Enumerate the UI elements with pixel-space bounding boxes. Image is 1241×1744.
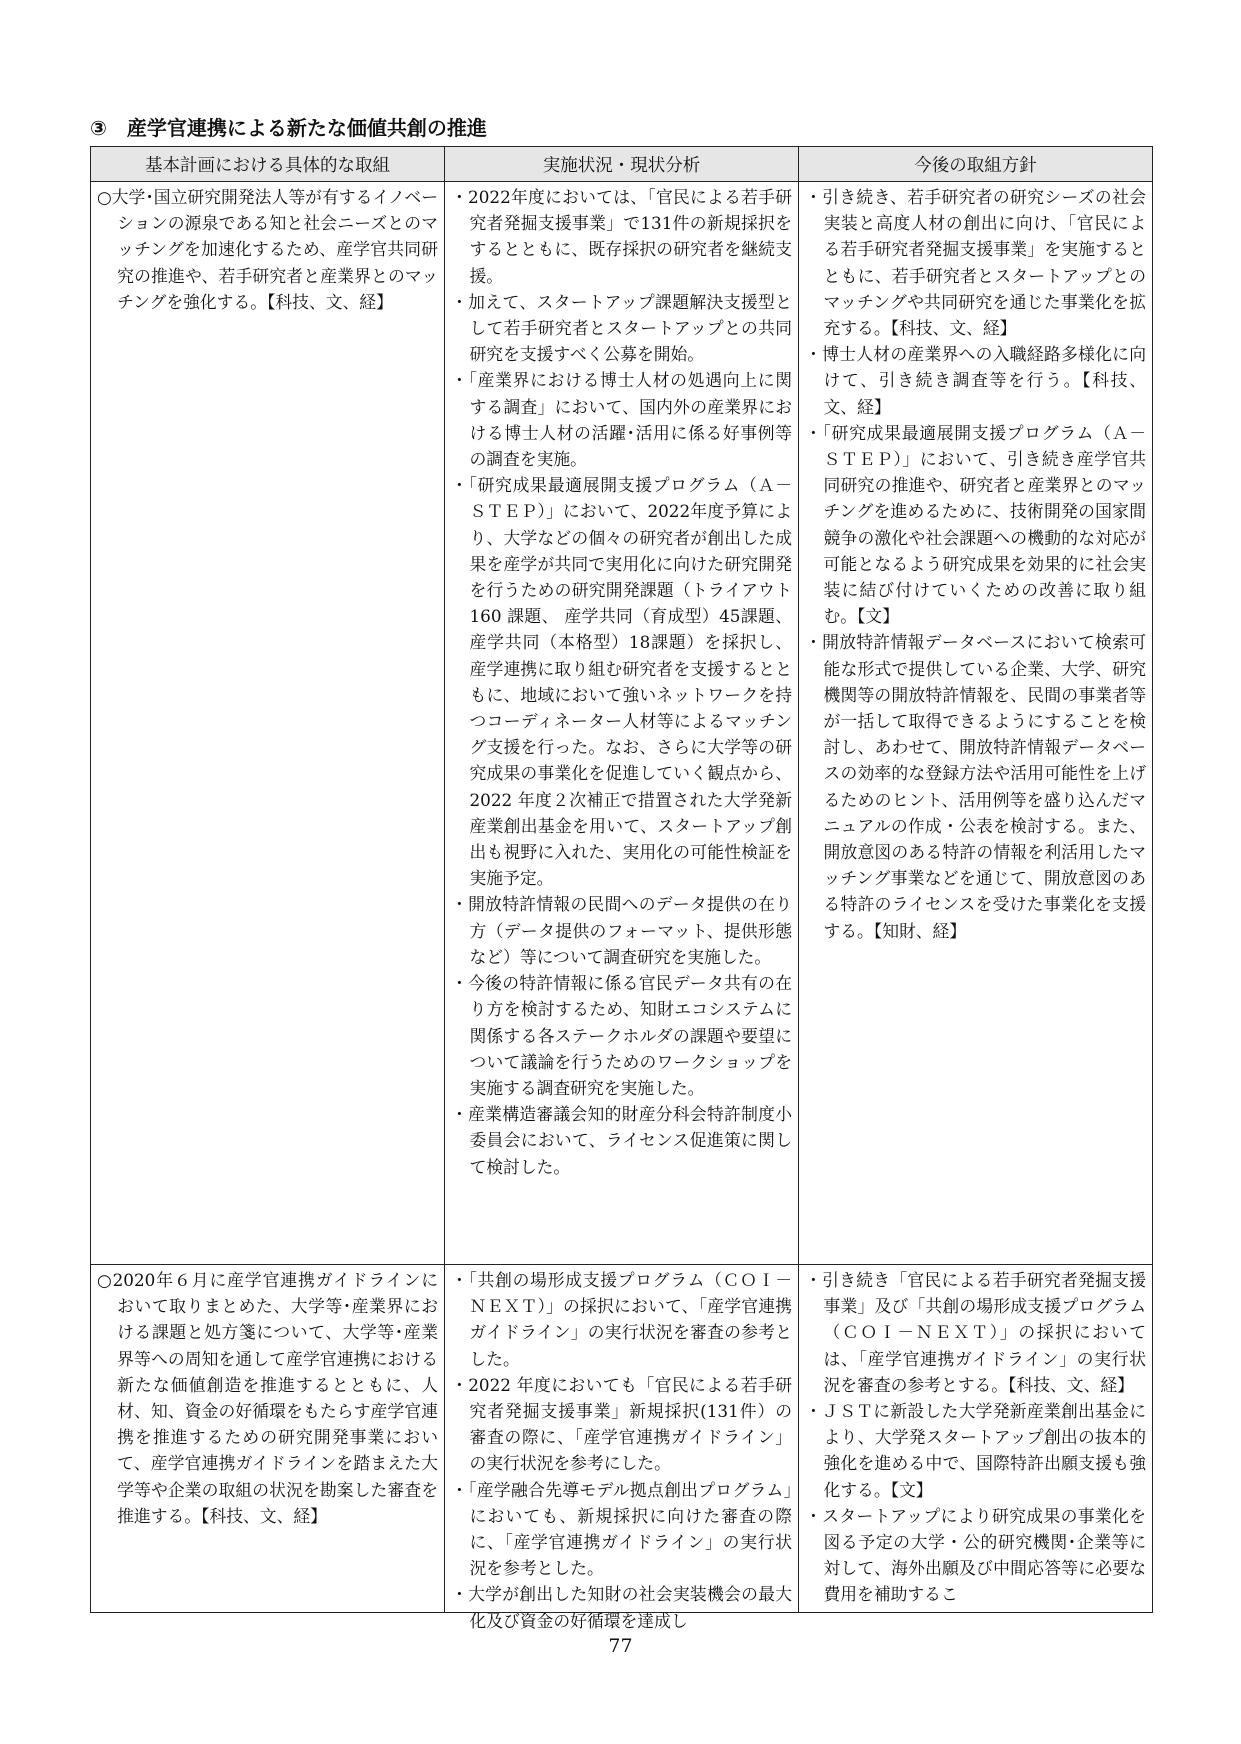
policy-item: ・博士人材の産業界への入職経路多様化に向けて、引き続き調査等を行う。【科技、文、経】 <box>805 344 1146 417</box>
section-heading: ③ 産学官連携による新たな価値共創の推進 <box>90 116 487 140</box>
status-item: ・2022 年度においても「官民による若手研究者発掘支援事業」新規採択(131件）の審査の際に、「産学官連携ガイドライン」の実行状況を参考にした。 <box>451 1374 792 1474</box>
column-header-status: 実施状況・現状分析 <box>445 147 799 182</box>
status-cell <box>445 182 799 1265</box>
status-item: ・大学が創出した知財の社会実装機会の最大化及び資金の好循環を達成し <box>451 1584 792 1631</box>
plan-text: ○2020年６月に産学官連携ガイドラインにおいて取りまとめた、大学等･産業界における課題と処方箋について、大学等･産業界等への周知を通して産学官連携における新たな価値創造を推進するとともに、人材、知、資金の好循環をもたらす産学官連携を推進するための研究開発事業において、産学官連携ガイドラインを踏まえた大学等や企業の取組の状況を勘案した審査を推進する。【科技、文、経】 <box>97 1270 438 1526</box>
status-item: ・「共創の場形成支援プログラム（ＣＯＩ－ＮＥＸＴ）」の採択において、「産学官連携ガイドライン」の実行状況を審査の参考とした。 <box>451 1270 792 1369</box>
policy-item: ・引き続き、若手研究者の研究シーズの社会実装と高度人材の創出に向け、「官民による若手研究者発掘支援事業」を実施するとともに、若手研究者とスタートアップとのマッチングや共同研究を通じた事業化を拡充する。【科技、文、経】 <box>805 187 1146 339</box>
policy-cell <box>799 182 1153 1265</box>
column-header-plan: 基本計画における具体的な取組 <box>91 147 445 182</box>
status-item: ・2022年度においては、「官民による若手研究者発掘支援事業」で131件の新規採択をするとともに、既存採択の研究者を継続支援。 <box>451 187 792 286</box>
page-number: 77 <box>608 1635 633 1657</box>
column-header-policy: 今後の取組方針 <box>799 147 1153 182</box>
status-item: ・産業構造審議会知的財産分科会特許制度小委員会において、ライセンス促進策に関して検討した。 <box>451 1104 792 1177</box>
status-cell <box>445 1265 799 1631</box>
status-item: ・「産業界における博士人材の処遇向上に関する調査」において、国内外の産業界における博士人材の活躍･活用に係る好事例等の調査を実施。 <box>451 370 792 470</box>
policy-item: ・開放特許情報データベースにおいて検索可能な形式で提供している企業、大学、研究機関等の開放特許情報を、民間の事業者等が一括して取得できるようにすることを検討し、あわせて、開放特許情報データベースの効率的な登録方法や活用可能性を上げるためのヒント、活用例等を盛り込んだマニュアルの作成・公表を検討する。また、開放意図のある特許の情報を利活用したマッチング事業などを通じて、開放意図のある特許のライセンスを受けた事業化を支援する。【知財、経】 <box>805 632 1146 941</box>
status-item: ・開放特許情報の民間へのデータ提供の在り方（データ提供のフォーマット、提供形態など）等について調査研究を実施した。 <box>451 894 792 967</box>
policy-cell <box>799 1265 1153 1613</box>
plan-text: ○大学･国立研究開発法人等が有するイノベーションの源泉である知と社会ニーズとのマッチングを加速化するため、産学官共同研究の推進や、若手研究者と産業界とのマッチングを強化する。【科技、文、経】 <box>97 187 438 312</box>
policy-item: ・ＪＳＴに新設した大学発新産業創出基金により、大学発スタートアップ創出の抜本的強化を進める中で、国際特許出願支援も強化する。【文】 <box>805 1401 1146 1500</box>
policy-item: ・「研究成果最適展開支援プログラム（Ａ－ＳＴＥＰ）」において、引き続き産学官共同研究の推進や、研究者と産業界とのマッチングを進めるために、技術開発の国家間競争の激化や社会課題への機動的な対応が可能となるよう研究成果を効果的に社会実装に結び付けていくための改善に取り組む。【文】 <box>805 422 1146 627</box>
policy-item: ・引き続き「官民による若手研究者発掘支援事業」及び「共創の場形成支援プログラム（ＣＯＩ－ＮＥＸＴ）」の採択においては、「産学官連携ガイドライン」の実行状況を審査の参考とする。【科技、文、経】 <box>805 1270 1146 1395</box>
plan-table <box>90 146 1153 1631</box>
plan-cell <box>91 1265 445 1613</box>
status-item: ・今後の特許情報に係る官民データ共有の在り方を検討するため、知財エコシステムに関係する各ステークホルダの課題や要望について議論を行うためのワークショップを実施する調査研究を実施した。 <box>451 973 792 1098</box>
table-header-row <box>91 147 1153 182</box>
plan-cell <box>91 182 445 1265</box>
status-item: ・「産学融合先導モデル拠点創出プログラム」においても、新規採択に向けた審査の際に、「産学官連携ガイドライン」の実行状況を参考とした。 <box>451 1479 792 1579</box>
status-item: ・加えて、スタートアップ課題解決支援型として若手研究者とスタートアップとの共同研究を支援すべく公募を開始。 <box>451 291 792 365</box>
table-row <box>91 182 1153 1265</box>
status-item: ・「研究成果最適展開支援プログラム（Ａ－ＳＴＥＰ）」において、2022年度予算により、大学などの個々の研究者が創出した成果を産学が共同で実用化に向けた研究開発を行うための研究開発課題（トライアウト 160 課題、 産学共同（育成型）45課題、産学共同（本格型）18課題）を採択し、産学連携に取り組む研究者を支援するとともに、地域において強いネットワークを持つコーディネーター人材等によるマッチング支援を行った。なお、さらに大学等の研究成果の事業化を促進していく観点から、2022 年度２次補正で措置された大学発新産業創出基金を用いて、スタートアップ創出も視野に入れた、実用化の可能性検証を実施予定。 <box>451 475 792 889</box>
policy-item: ・スタートアップにより研究成果の事業化を図る予定の大学・公的研究機関･企業等に対して、海外出願及び中間応答等に必要な費用を補助するこ <box>805 1505 1146 1605</box>
table-row <box>91 1265 1153 1613</box>
